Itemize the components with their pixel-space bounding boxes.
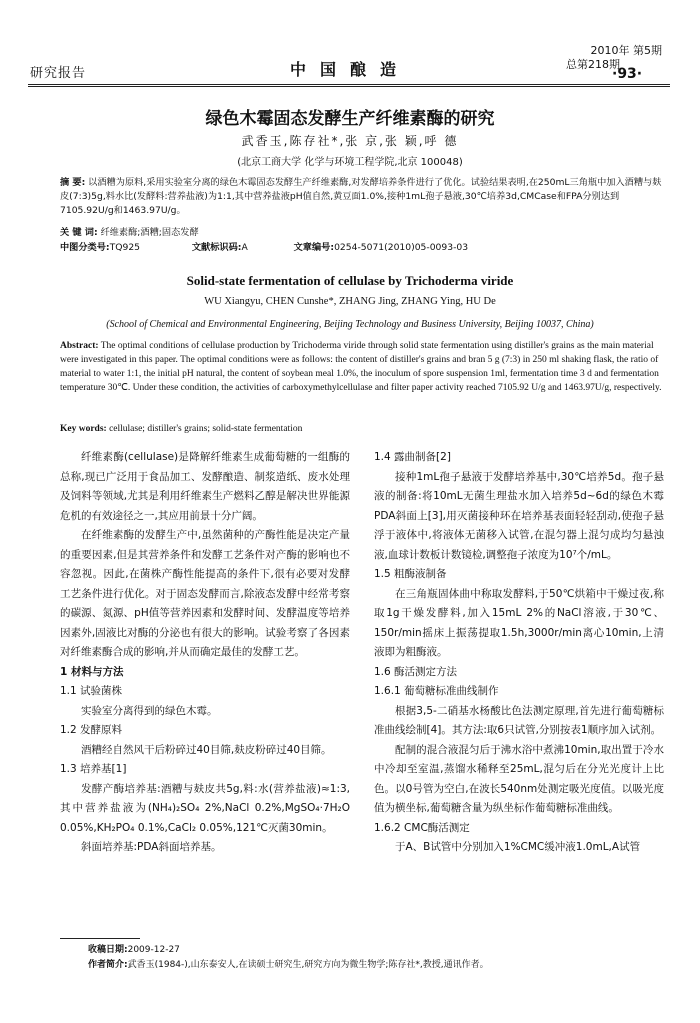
body-right-column: [374, 448, 664, 858]
subsection-heading-1-6-2: 1.6.2 CMC酶活测定: [374, 821, 470, 834]
article-no-label: 文章编号:: [293, 242, 335, 253]
article-affiliation: (北京工商大学 化学与环境工程学院,北京 100048): [237, 157, 463, 168]
subsection-heading-1-4: 1.4 露曲制备[2]: [374, 451, 451, 463]
english-title: Solid-state fermentation of cellulase by Trichoderma viride: [186, 273, 514, 288]
footnote-rule: [60, 938, 140, 939]
keywords-label: 关 键 词:: [60, 227, 98, 238]
intro-paragraph-2: 在纤维素酶的发酵生产中,虽然菌种的产酶性能是决定产量的重要因素,但是其营养条件和发酵工艺条件对产酶的影响也不容忽视。因此,在菌株产酶性能提高的条件下,很有必要对发酵工艺条件进行优化。对于固态发酵而言,除液态发酵中经常考察的碳源、氮源、pH值等营养因素和发酵时间、发酵温度等培养因素外,固液比对酶的分泌也有很大的影响。试验考察了各因素对纤维素酶合成的影响,并从而确定最佳的发酵工艺。: [60, 529, 350, 658]
issue-number: 2010年 第5期: [590, 44, 662, 57]
english-abstract-text: The optimal conditions of cellulase production by Trichoderma viride through solid state fermentation using distiller's grains as the main material were investigated in this paper. The optimal conditions were as follows: the content of distiller's grains and bran 5 g (7:3) in 250 ml shaking flask, the ratio of material to water 1:1, the initial pH natural, the content of soybean meal 1.0%, the inoculum of spore suspension 1ml, fermentation time 3 d and fermentation temperature 30℃. Under these condition, the activities of carboxymethylcellulase and filter paper activity reached 7105.92 U/g and 1463.97U/g, respectively.: [60, 341, 662, 393]
english-keywords-label: Key words:: [60, 424, 107, 434]
paragraph-1-3: 发酵产酶培养基:酒糟与麸皮共5g,料:水(营养盐液)≈1:3,其中营养盐液为(NH₄)₂SO₄ 2%,NaCl 0.2%,MgSO₄·7H₂O 0.05%,KH₂PO₄ 0.1%,CaCl₂ 0.05%,121℃灭菌30min。: [60, 782, 350, 834]
abstract: [60, 176, 668, 218]
page-number: ·93·: [612, 66, 643, 82]
footnote-author: [88, 958, 648, 972]
article-no-value: 0254-5071(2010)05-0093-03: [334, 242, 469, 253]
subsection-heading-1-2: 1.2 发酵原料: [60, 724, 123, 736]
author-bio-label: 作者简介:: [88, 960, 128, 970]
clc-value: TQ925: [109, 242, 141, 253]
paragraph-1-6-2: 于A、B试管中分别加入1%CMC缓冲液1.0mL,A试管: [395, 841, 641, 853]
article-authors: 武香玉,陈存社*,张 京,张 颖,呼 德: [241, 134, 459, 148]
section-label: 研究报告: [30, 66, 87, 81]
article-title: 绿色木霉固态发酵生产纤维素酶的研究: [205, 109, 495, 129]
paragraph-1-4: 接种1mL孢子悬液于发酵培养基中,30℃培养5d。孢子悬液的制备:将10mL无菌生理盐水加入培养5d~6d的绿色木霉PDA斜面上[3],用灭菌接种环在培养基表面轻轻刮动,使孢子悬浮于液体中,将液体无菌移入试管,在混匀器上混匀成均匀悬浊液,血球计数板计数镜检,调整孢子浓度为10⁷个/mL。: [374, 470, 664, 561]
english-keywords-text: cellulase; distiller's grains; solid-state fermentation: [109, 424, 303, 434]
received-label: 收稿日期:: [88, 945, 128, 955]
total-issue: 总第218期: [566, 58, 620, 71]
english-affiliation: (School of Chemical and Environmental Engineering, Beijing Technology and Business University, Beijing 10037, China): [106, 319, 594, 330]
section-heading-1: 1 材料与方法: [60, 665, 124, 678]
subsection-heading-1-5: 1.5 粗酶液制备: [374, 568, 447, 580]
clc-label: 中图分类号:: [60, 242, 110, 253]
english-keywords: [60, 422, 668, 436]
abstract-text: 以酒糟为原料,采用实验室分离的绿色木霉固态发酵生产纤维素酶,对发酵培养条件进行了优化。试验结果表明,在250mL三角瓶中加入酒糟与麸皮(7:3)5g,料水比(发酵料:营养盐液)为1:1,其中营养盐液pH值自然,黄豆面1.0%,接种1mL孢子悬液,30℃培养3d,CMCase和FPA分别达到7105.92U/g和1463.97U/g。: [60, 177, 662, 216]
header-rule-thin: [28, 86, 670, 87]
english-authors: WU Xiangyu, CHEN Cunshe*, ZHANG Jing, ZHANG Ying, HU De: [204, 296, 496, 307]
keywords-text: 纤维素酶;酒糟;固态发酵: [100, 227, 199, 238]
doc-code-label: 文献标识码:: [191, 242, 242, 253]
subsection-heading-1-6: 1.6 酶活测定方法: [374, 665, 458, 678]
english-abstract-label: Abstract:: [60, 341, 99, 351]
keywords: [60, 226, 668, 240]
abstract-label: 摘 要:: [60, 177, 86, 188]
subsection-heading-1-6-1: 1.6.1 葡萄糖标准曲线制作: [374, 685, 499, 697]
header-rule: [28, 84, 670, 85]
paragraph-1-2: 酒糟经自然风干后粉碎过40目筛,麸皮粉碎过40目筛。: [81, 743, 332, 756]
subsection-heading-1-1: 1.1 试验菌株: [60, 685, 123, 697]
subsection-heading-1-3: 1.3 培养基[1]: [60, 763, 127, 775]
paragraph-1-6-1a: 根据3,5-二硝基水杨酸比色法测定原理,首先进行葡萄糖标准曲线绘制[4]。其方法:取6只试管,分别按表1顺序加入试剂。: [374, 704, 664, 736]
paragraph-1-3b: 斜面培养基:PDA斜面培养基。: [81, 841, 222, 853]
paragraph-1-1: 实验室分离得到的绿色木霉。: [81, 704, 218, 717]
paragraph-1-5: 在三角瓶固体曲中称取发酵料,于50℃烘箱中干燥过夜,称取1g干燥发酵料,加入15mL 2%的NaCl溶液,于30℃、150r/min摇床上振荡提取1.5h,3000r/min离心10min,上清液即为粗酶液。: [374, 587, 664, 658]
intro-paragraph-1: 纤维素酶(cellulase)是降解纤维素生成葡萄糖的一组酶的总称,现已广泛用于食品加工、发酵酿造、制浆造纸、废水处理及饲料等领域,尤其是利用纤维素生产燃料乙醇是解决世界能源危机的有效途径之一,其应用前景十分广阔。: [60, 451, 350, 522]
footnote-received: [88, 943, 648, 957]
journal-name: 中国酿造: [289, 60, 410, 79]
author-bio: 武香玉(1984-),山东泰安人,在读硕士研究生,研究方向为微生物学;陈存社*,教授,通讯作者。: [127, 960, 489, 970]
english-abstract: [60, 339, 668, 395]
doc-code-value: A: [241, 242, 248, 253]
paragraph-1-6-1b: 配制的混合液混匀后于沸水浴中煮沸10min,取出置于冷水中冷却至室温,蒸馏水稀释至25mL,混匀后在分光光度计上比色。以0号管为空白,在波长540nm处测定吸光度值。以吸光度值为横坐标,葡萄糖含量为纵坐标作葡萄糖标准曲线。: [374, 743, 664, 814]
classification-line: [60, 241, 668, 255]
received-date: 2009-12-27: [127, 945, 180, 955]
body-left-column: [60, 448, 350, 858]
